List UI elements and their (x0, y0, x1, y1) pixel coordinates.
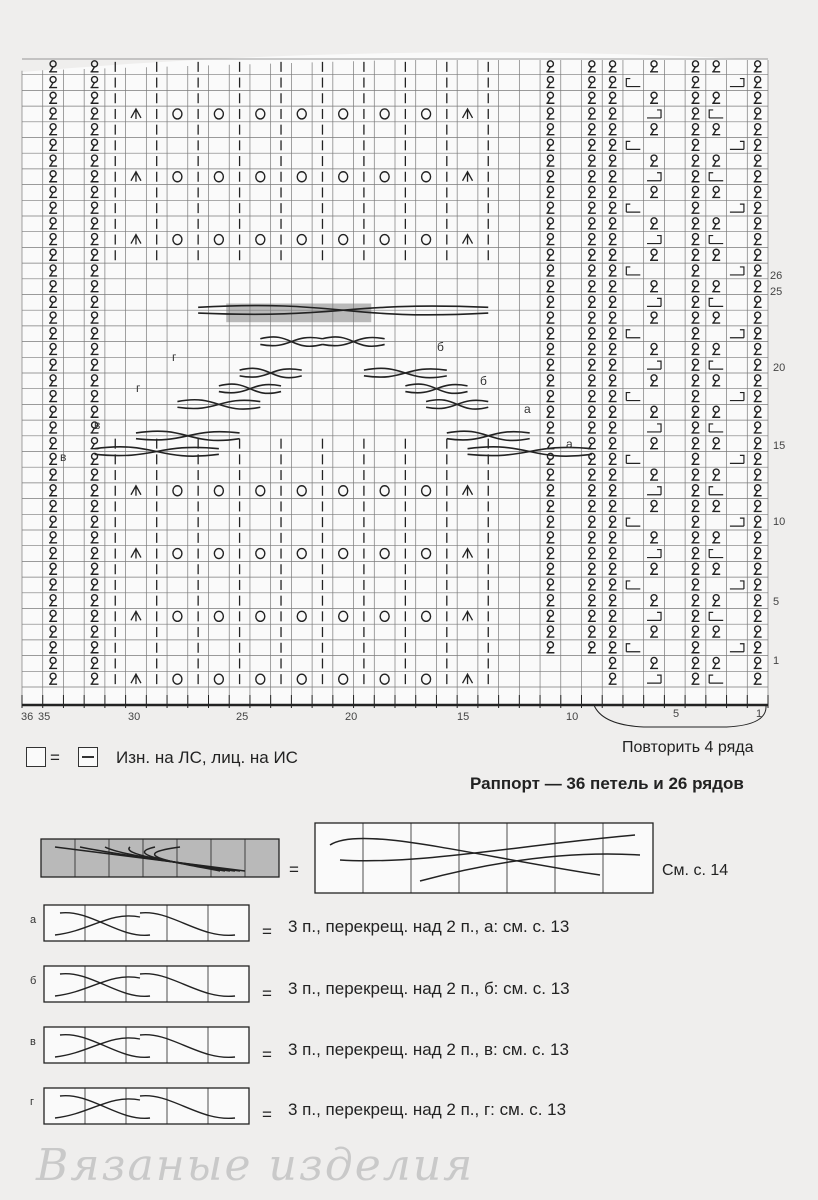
symbol-eq-a: = (262, 922, 272, 941)
symbol-letter-v: в (30, 1036, 36, 1048)
symbol-letter-g: г (30, 1096, 35, 1108)
row-number-1: 1 (773, 655, 780, 667)
symbol-text-g: 3 п., перекрещ. над 2 п., г: см. с. 13 (288, 1100, 567, 1119)
row-number-10: 10 (773, 516, 786, 528)
col-number-30: 30 (128, 711, 141, 723)
empty-cell-symbol (26, 747, 46, 767)
col-number-1: 1 (756, 708, 763, 720)
symbol-open-box (315, 823, 653, 893)
row-number-26: 26 (770, 270, 783, 282)
symbol-eq-b: = (262, 984, 272, 1003)
rapport-text: Раппорт — 36 петель и 26 рядов (470, 774, 744, 793)
symbol-text-b: 3 п., перекрещ. над 2 п., б: см. с. 13 (288, 979, 570, 998)
col-number-25: 25 (236, 711, 249, 723)
dash-cell-symbol (78, 747, 98, 767)
col-number-5: 5 (673, 708, 680, 720)
col-number-35: 35 (38, 711, 51, 723)
legend-eq-1: = (50, 748, 60, 767)
row-number-20: 20 (773, 362, 786, 374)
cable-letter-a-1: а (524, 402, 531, 416)
row-number-15: 15 (773, 440, 786, 452)
cable-letter-v-1: в (94, 418, 101, 432)
cable-letter-v-2: в (60, 450, 67, 464)
row-number-5: 5 (773, 596, 780, 608)
symbol-text-a: 3 п., перекрещ. над 2 п., а: см. с. 13 (288, 917, 570, 936)
symbol-eq-g: = (262, 1105, 272, 1124)
row-number-25: 25 (770, 286, 783, 298)
cable-letter-a-2: а (566, 437, 573, 451)
cable-letter-g-2: г (136, 381, 141, 395)
cable-letter-g-1: г (172, 350, 177, 364)
col-number-10: 10 (566, 711, 579, 723)
chart-grid (22, 52, 768, 727)
cable-letter-b-2: б (480, 374, 487, 388)
symbol-letter-a: а (30, 914, 37, 926)
repeat-bracket (594, 705, 766, 727)
symbol-see-14: См. с. 14 (662, 862, 729, 879)
symbol-letter-b: б (30, 975, 37, 987)
symbol-text-v: 3 п., перекрещ. над 2 п., в: см. с. 13 (288, 1040, 569, 1059)
repeat-note: Повторить 4 ряда (622, 739, 754, 756)
symbol-eq-v: = (262, 1045, 272, 1064)
col-number-36: 36 (21, 711, 34, 723)
cable-letter-b-1: б (437, 340, 444, 354)
legend-purl-text: Изн. на ЛС, лиц. на ИС (116, 748, 298, 767)
col-number-15: 15 (457, 711, 470, 723)
symbol-eq-big: = (289, 860, 299, 879)
watermark: Вязаные изделия (36, 1140, 475, 1191)
col-number-20: 20 (345, 711, 358, 723)
